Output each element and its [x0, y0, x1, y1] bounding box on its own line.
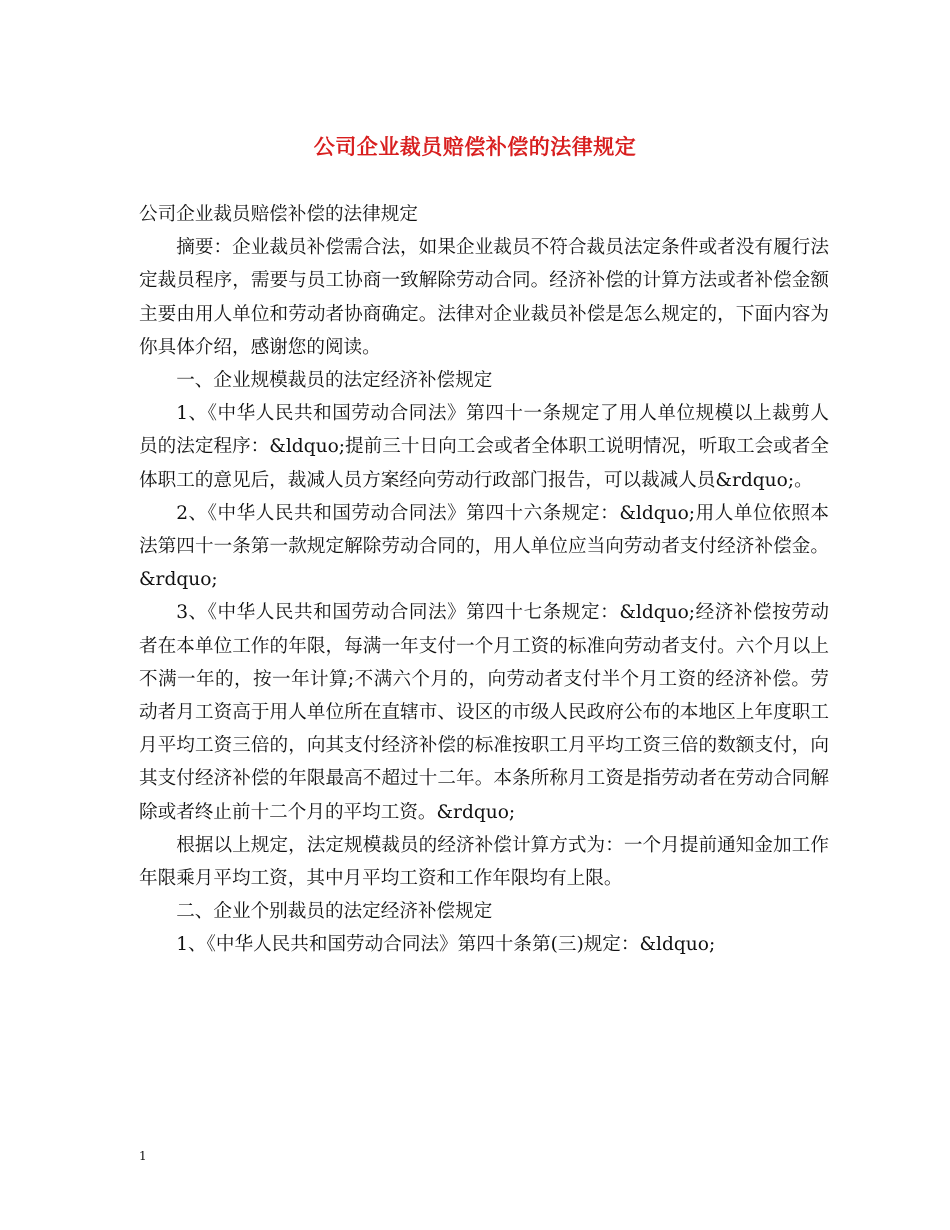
page-number: 1 [139, 1149, 147, 1163]
document-title: 公司企业裁员赔偿补偿的法律规定 [313, 134, 637, 159]
paragraph-abstract: 摘要：企业裁员补偿需合法，如果企业裁员不符合裁员法定条件或者没有履行法定裁员程序，需要与员工协商一致解除劳动合同。经济补偿的计算方法或者补偿金额主要由用人单位和劳动者协商确定。法律对企业裁员补偿是怎么规定的，下面内容为你具体介绍，感谢您的阅读。 [139, 237, 829, 358]
section-heading-1: 一、企业规模裁员的法定经济补偿规定 [176, 370, 493, 392]
paragraph-summary: 根据以上规定，法定规模裁员的经济补偿计算方式为：一个月提前通知金加工作年限乘月平均工资，其中月平均工资和工作年限均有上限。 [139, 834, 829, 890]
paragraph-article-40: 1、《中华人民共和国劳动合同法》第四十条第(三)规定：&ldquo; [176, 934, 716, 956]
section-heading-2: 二、企业个别裁员的法定经济补偿规定 [176, 901, 493, 923]
paragraph-article-41: 1、《中华人民共和国劳动合同法》第四十一条规定了用人单位规模以上裁剪人员的法定程序：&ldquo;提前三十日向工会或者全体职工说明情况，听取工会或者全体职工的意见后，裁减人员方案经向劳动行政部门报告，可以裁减人员&rdquo;。 [139, 403, 829, 491]
paragraph-article-47: 3、《中华人民共和国劳动合同法》第四十七条规定：&ldquo;经济补偿按劳动者在本单位工作的年限，每满一年支付一个月工资的标准向劳动者支付。六个月以上不满一年的，按一年计算;不满六个月的，向劳动者支付半个月工资的经济补偿。劳动者月工资高于用人单位所在直辖市、设区的市级人民政府公布的本地区上年度职工月平均工资三倍的，向其支付经济补偿的标准按职工月平均工资三倍的数额支付，向其支付经济补偿的年限最高不超过十二年。本条所称月工资是指劳动者在劳动合同解除或者终止前十二个月的平均工资。&rdquo; [139, 602, 829, 823]
paragraph-heading: 公司企业裁员赔偿补偿的法律规定 [139, 204, 418, 225]
document-body [139, 198, 829, 962]
paragraph-article-46: 2、《中华人民共和国劳动合同法》第四十六条规定：&ldquo;用人单位依照本法第四十一条第一款规定解除劳动合同的，用人单位应当向劳动者支付经济补偿金。&rdquo; [139, 502, 829, 591]
